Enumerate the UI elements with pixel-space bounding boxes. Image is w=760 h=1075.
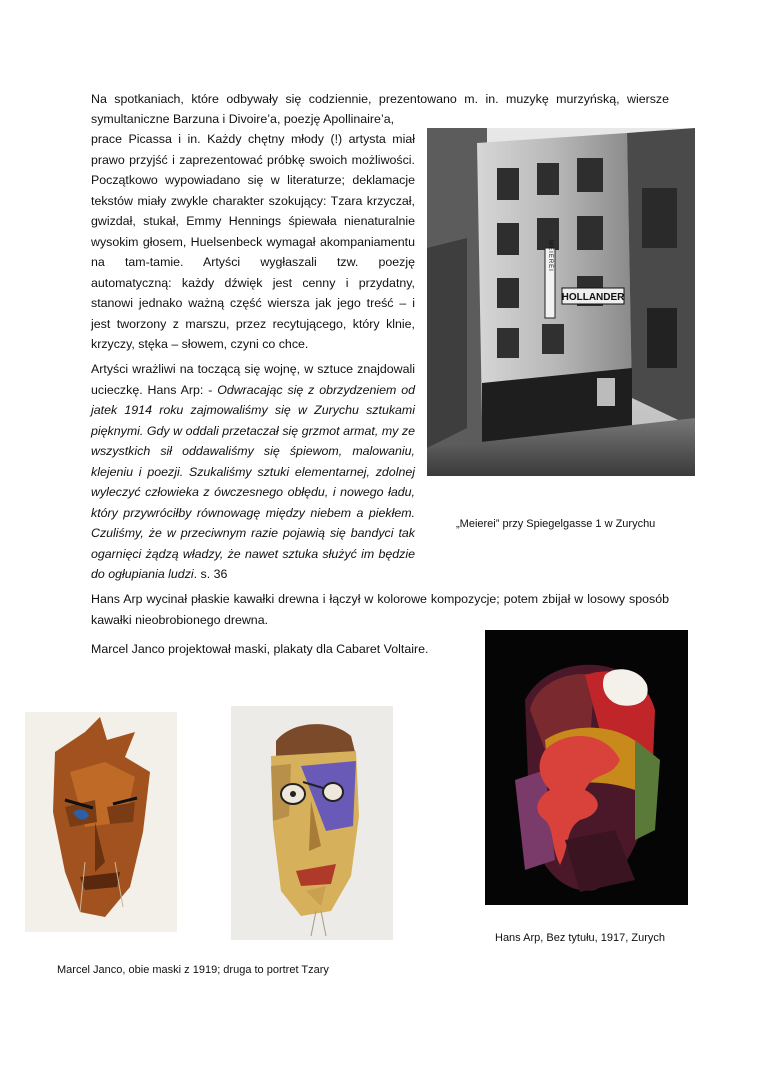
- caption-arp: Hans Arp, Bez tytułu, 1917, Zurych: [495, 932, 665, 944]
- paragraph-1-line-1: Na spotkaniach, które odbywały się codziennie, prezentowano m. in. muzykę murzyńską, wiersze: [91, 92, 669, 106]
- janco-mask-2-photo: [231, 706, 393, 940]
- paragraph-4: Marcel Janco projektował maski, plakaty dla Cabaret Voltaire.: [91, 642, 429, 656]
- paragraph-3: Hans Arp wycinał płaskie kawałki drewna i łączył w kolorowe kompozycje; potem zbijał w losowy sposób kawałki nieobrobionego drewna.: [91, 592, 669, 627]
- arp-quote: Odwracając się z obrzydzeniem od jatek 1914 roku zajmowaliśmy się w Zurychu sztukami pięknymi. Gdy w oddali przetaczał się grzmot armat, my ze wszystkich sił oddawaliśmy się śpiewom, malowaniu, klejeniu i poezji. Szukaliśmy sztuki elementarnej, zdolnej wyleczyć człowieka z ówczesnego obłędu, i nowego ładu, który przywróciłby równowagę między niebem a piekłem. Czuliśmy, że w przeciwnym razie pojawią się bandyci tak ogarnięci żądzą władzy, że nawet sztuka służyć im będzie do ogłupiania ludzi: [91, 382, 415, 581]
- meierei-photo: [427, 128, 695, 476]
- caption-janco: Marcel Janco, obie maski z 1919; druga to portret Tzary: [57, 964, 329, 976]
- shop-sign-text: HOLLANDER: [561, 292, 625, 303]
- arp-artwork: [485, 630, 688, 905]
- paragraph-2-intro: Artyści wrażliwi na toczącą się wojnę, w sztuce znajdowali ucieczkę. Hans Arp: -: [91, 362, 415, 397]
- paragraph-1-body: prace Picassa i in. Każdy chętny młody (!) artysta miał prawo przyjść i zaprezentować próbkę swoich możliwości. Początkowo wypowiadano się w literaturze; deklamacje tekstów miały zwykle charakter szokujący: Tzara krzyczał, gwizdał, stukał, Emmy Hennings śpiewała nienaturalnie wysokim głosem, Huelsenbeck wymagał akompaniamentu na tam-tamie. Artyści wygłaszali tzw. poezję automatyczną: każdy dźwięk jest cenny i przydatny, stanowi jednako ważną część wiersza jak jego treść – i jest tworzony z marszu, przez recytującego, który klnie, krzyczy, stęka – słowem, czyni co chce.: [91, 132, 415, 351]
- janco-mask-1-photo: [25, 712, 177, 932]
- vertical-sign-text: MEIEREI: [547, 240, 553, 272]
- paragraph-1-line-2: symultaniczne Barzuna i Divoire’a, poezję Apollinaire’a,: [91, 112, 395, 126]
- caption-meierei: „Meierei” przy Spiegelgasse 1 w Zurychu: [456, 518, 656, 530]
- quote-source: . s. 36: [193, 567, 228, 581]
- paragraph-2: [91, 359, 415, 585]
